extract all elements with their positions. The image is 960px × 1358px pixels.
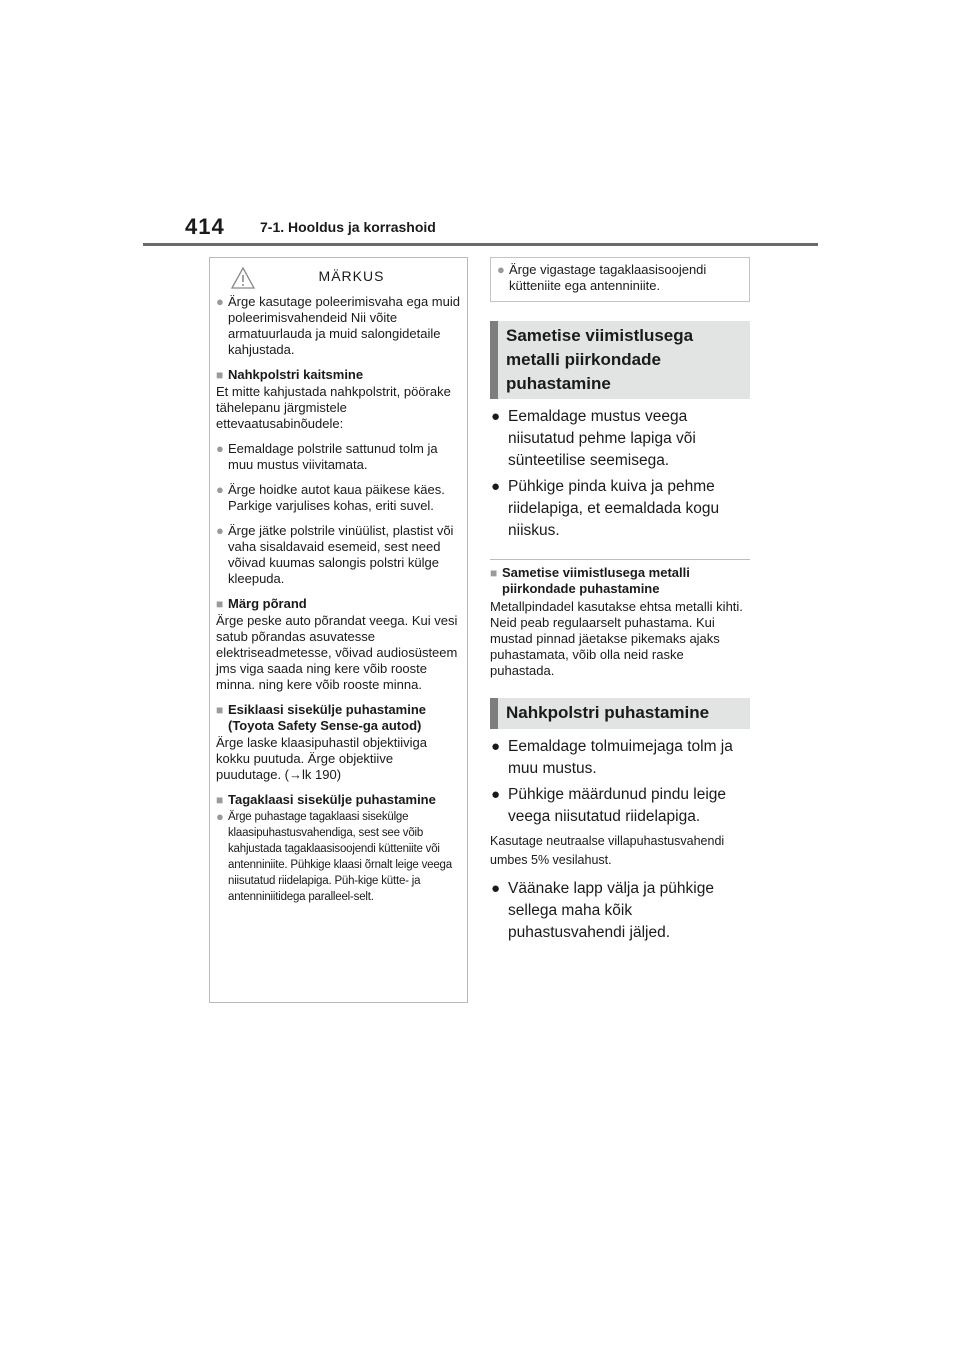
square-bullet-icon: ■ — [216, 597, 224, 611]
page-number: 414 — [185, 214, 225, 239]
section-heading: Sametise viimistlusega metalli piirkondade puhastamine — [490, 321, 750, 399]
bullet-icon: ● — [491, 478, 501, 495]
list-item: ● Eemaldage mustus veega niisutatud pehme lapiga või sünteetilise seemisega. — [491, 408, 696, 469]
list-item: ● Pühkige määrdunud pindu leige veega niisutatud riidelapiga. — [491, 786, 727, 825]
notice-box — [209, 257, 468, 1003]
subheading: ■ Märg põrand — [216, 596, 307, 611]
notice-bullet: ● Ärge puhastage tagaklaasi sisekülge klaasipuhastusvahendiga, sest see võib kahjustada tagaklaasisoojendi kütteniite või antenniniite. Pühkige klaasi õrnalt leige veega niisutatud riidelapiga. Püh-kige kütte- ja antenniniitidega paralleel-selt. — [216, 809, 452, 903]
bullet-icon: ● — [216, 523, 224, 538]
square-bullet-icon: ■ — [216, 793, 224, 807]
right-column — [490, 257, 750, 948]
bullet-icon: ● — [216, 482, 224, 497]
subheading: ■ Esiklaasi sisekülje puhastamine (Toyota Safety Sense-ga autod) — [216, 702, 426, 733]
bullet-icon: ● — [216, 809, 224, 824]
bullet-icon: ● — [491, 880, 501, 897]
notice-bullet: ● Ärge vigastage tagaklaasisoojendi kütteniite ega antenniniite. — [497, 262, 707, 293]
section-title: 7-1. Hooldus ja korrashoid — [260, 219, 436, 235]
bullet-icon: ● — [491, 786, 501, 803]
square-bullet-icon: ■ — [216, 703, 224, 717]
warning-icon — [230, 266, 256, 290]
subheading: ■ Sametise viimistlusega metalli piirkondade puhastamine — [490, 565, 690, 596]
list-item: ● Eemaldage tolmuimejaga tolm ja muu mustus. — [491, 738, 733, 777]
divider — [490, 559, 750, 560]
note-text: Kasutage neutraalse villapuhastusvahendi umbes 5% vesilahust. — [490, 834, 725, 867]
bullet-icon: ● — [497, 262, 505, 277]
paragraph: Ärge peske auto põrandat veega. Kui vesi satub põrandas asuvatesse elektriseadmetesse, võivad audiosüsteem jms viga saada ning kere võib rooste minna. ning kere võib rooste minna. — [216, 613, 458, 692]
notice-bullet: ● Ärge hoidke autot kaua päikese käes. Parkige varjulises kohas, eriti suvel. — [216, 482, 445, 513]
bullet-icon: ● — [491, 408, 501, 425]
notice-bullet: ● Eemaldage polstrile sattunud tolm ja muu mustus viivitamata. — [216, 441, 438, 472]
paragraph: Et mitte kahjustada nahkpolstrit, pöörake tähelepanu järgmistele ettevaatusabinõudele: — [216, 384, 451, 431]
subheading: ■ Tagaklaasi sisekülje puhastamine — [216, 792, 436, 807]
header-divider — [143, 243, 818, 246]
bullet-icon: ● — [491, 738, 501, 755]
list-item: ● Väänake lapp välja ja pühkige sellega maha kõik puhastusvahendi jäljed. — [491, 880, 714, 941]
paragraph: Metallpindadel kasutakse ehtsa metalli kihti. Neid peab regulaarselt puhastama. Kui mustad pinnad jäetakse pikemaks ajaks puhastamata, võib olla neid raske puhastada. — [490, 599, 743, 678]
notice-bullet: ● Ärge jätke polstrile vinüülist, plastist või vaha sisaldavaid esemeid, sest need võivad kuumas salongis polstri külge kleepuda. — [216, 523, 454, 586]
bullet-icon: ● — [216, 294, 224, 309]
paragraph: Ärge laske klaasipuhastil objektiiviga kokku puutuda. Ärge objektiive puudutage. (→lk 190) — [216, 735, 428, 782]
section-heading: Nahkpolstri puhastamine — [490, 698, 750, 729]
notice-header — [216, 266, 461, 294]
bullet-icon: ● — [216, 441, 224, 456]
notice-title: MÄRKUS — [318, 268, 385, 284]
notice-continuation-box — [490, 257, 750, 302]
notice-bullet: ● Ärge kasutage poleerimisvaha ega muid poleerimisvahendeid Nii võite armatuurlauda ja muid salongidetaile kahjustada. — [216, 294, 460, 357]
square-bullet-icon: ■ — [490, 566, 498, 580]
square-bullet-icon: ■ — [216, 368, 224, 382]
page-header — [185, 214, 825, 244]
list-item: ● Pühkige pinda kuiva ja pehme riidelapiga, et eemaldada kogu niiskus. — [491, 478, 720, 539]
subheading: ■ Nahkpolstri kaitsmine — [216, 367, 364, 382]
